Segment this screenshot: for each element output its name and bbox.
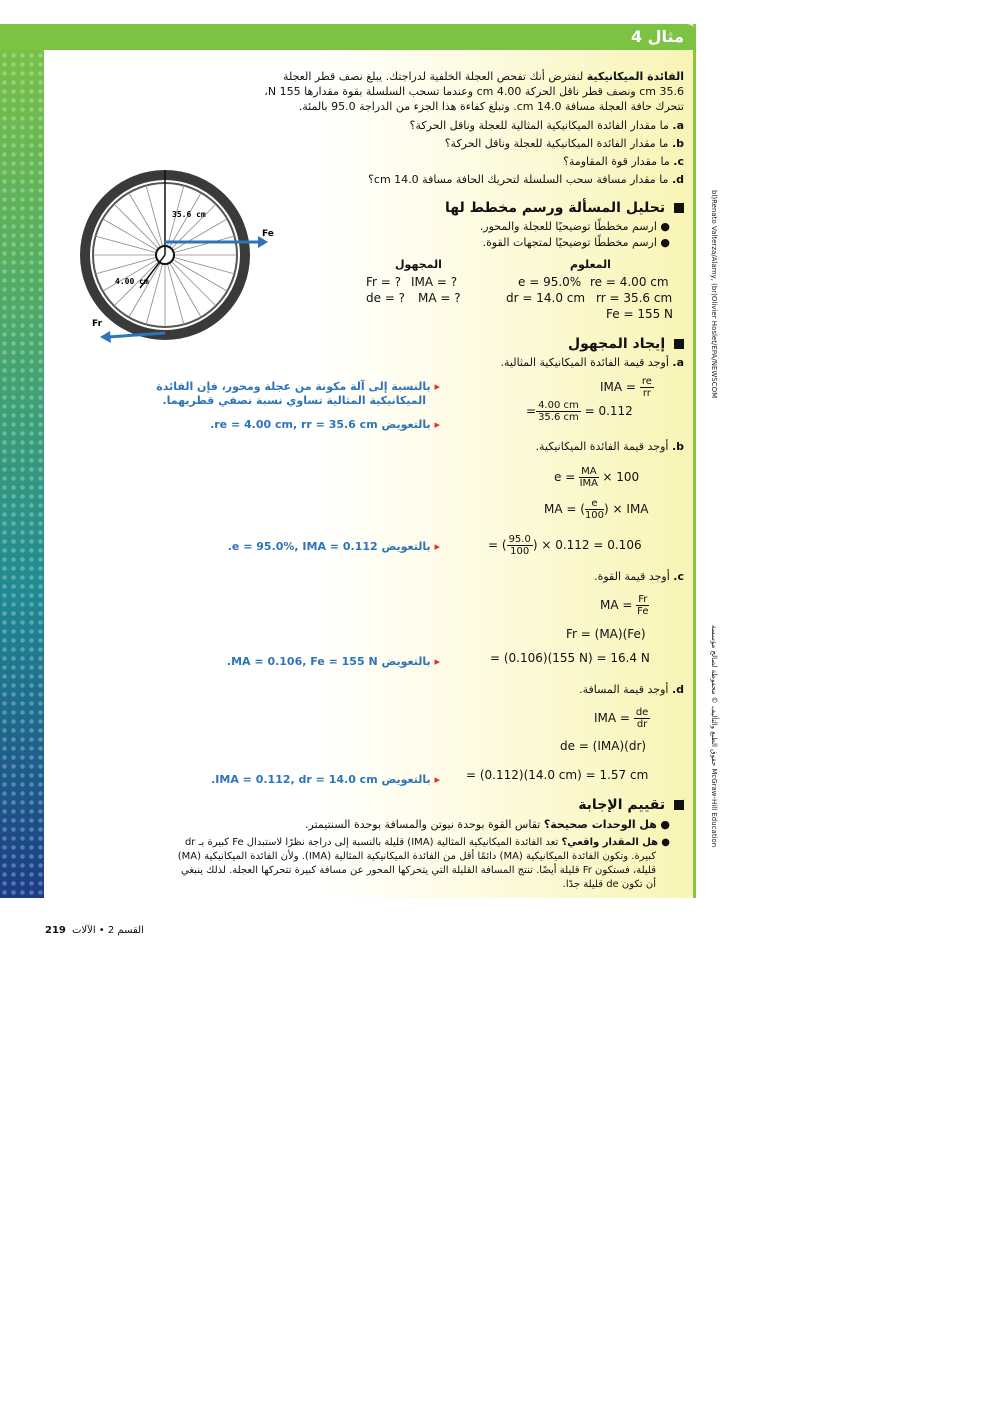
step-b: b. أوجد قيمة الفائدة الميكانيكية. [535, 440, 684, 453]
question-a [410, 119, 684, 133]
eq-label: IMA = [600, 380, 636, 394]
eq-a-2: = $\frac{4.00 cm}{35.6 cm}$ = 0.112 [526, 400, 633, 423]
eq-b-3: = ( $\frac{95.0}{100}$ ) × 0.112 = 0.106 [488, 534, 642, 557]
eq-a-1 [600, 376, 654, 399]
step-a: a. أوجد قيمة الفائدة الميكانيكية المثالية. [500, 356, 684, 369]
photo-credit: bl)Renato Valterza/Alamy, (br)Olivier Hoslet/EPA/NEWSCOM [710, 190, 718, 399]
fraction-de-dr: $\frac{de}{dr}$ [635, 707, 649, 730]
unknown-header: المجهول [395, 258, 442, 271]
eval-bullet-1: ● هل الوحدات صحيحة؟ تقاس القوة بوحدة نيوتن والمسافة بوحدة السنتيمتر. [305, 818, 670, 831]
eval-bullet-2: ● هل المقدار واقعي؟ تعد الفائدة الميكانيكية المثالية (IMA) قليلة بالنسبة إلى دراجة نظرًا لاستبدال Fe كبيرة بـ dr [184, 837, 670, 848]
section-1-heading [445, 200, 684, 216]
label-fr: Fr [92, 319, 103, 329]
fr-arrowhead [100, 331, 111, 343]
numerator: 4.00 cm [538, 400, 579, 411]
example-title: مثال 4 [630, 27, 684, 46]
problem-line-3: تتحرك حافة العجلة مسافة 14.0 cm. وتبلغ كفاءة هذا الجزء من الدراجة 95.0 بالمئة. [298, 100, 684, 113]
known-e: e = 95.0% [518, 275, 582, 289]
section-3-heading [578, 797, 684, 813]
question-letter: c. [673, 155, 684, 168]
eq-c-3: = (0.106)(155 N) = 16.4 N [490, 651, 650, 665]
eq-d-1 [594, 707, 650, 730]
question-b [445, 137, 684, 151]
label-radius-small: 4.00 cm [115, 277, 149, 286]
eq-label: IMA = [594, 711, 630, 725]
section-3-title: تقييم الإجابة [578, 797, 666, 813]
bullet-text: تقاس القوة بوحدة نيوتن والمسافة بوحدة السنتيمتر. [305, 818, 541, 831]
eq-b-2: MA = ( $\frac{e}{100}$ ) × IMA [544, 498, 649, 521]
unknown-de: de = ? [366, 291, 406, 305]
sub-c: ▸ بالتعويض MA = 0.106, Fe = 155 N. [226, 655, 440, 668]
fraction-ma-ima: $\frac{MA}{\text{IMA}}$ [579, 466, 599, 489]
result: = 0.112 [584, 404, 633, 418]
sub-text: بالتعويض MA = 0.106, Fe = 155 N. [226, 655, 431, 668]
question-text: ما مقدار قوة المقاومة؟ [563, 155, 670, 168]
question-d [368, 173, 684, 187]
decorative-side-bar [0, 24, 44, 898]
copyright-credit: حقوق الطبع والتأليف © محفوظة لصالح مؤسسة McGraw-Hill Education [710, 625, 718, 848]
label-fe: Fe [262, 229, 274, 239]
sub-text: بالتعويض e = 95.0%, IMA = 0.112. [227, 540, 431, 553]
wheel-diagram [80, 160, 280, 345]
fraction-values [536, 400, 581, 423]
problem-lead: الفائدة الميكانيكية [586, 70, 684, 83]
footer-section: القسم 2 • الآلات [72, 925, 144, 936]
unknown-ima: IMA = ? [411, 275, 458, 289]
step-c: c. أوجد قيمة القوة. [594, 570, 684, 583]
known-fe: Fe = 155 N [606, 307, 674, 321]
eval-bullet-2-line-4: أن تكون de قليلة جدًا. [562, 879, 656, 890]
note-a-2: الميكانيكية المثالية تساوي نسبة نصفي قطريهما. [162, 394, 426, 407]
denominator: 35.6 cm [538, 412, 579, 423]
eq-tail: × 100 [602, 470, 640, 484]
known-header: المعلوم [570, 258, 611, 271]
bullet-text: ارسم مخططًا توضيحيًا للعجلة والمحور. [479, 220, 657, 233]
section-1-marker: 1 [674, 203, 684, 213]
label-radius-large: 35.6 cm [172, 210, 206, 219]
section-2-heading [568, 336, 684, 352]
sub-text: بالتعويض IMA = 0.112, dr = 14.0 cm. [211, 773, 431, 786]
problem-line-1 [283, 70, 684, 84]
panel-border [693, 24, 696, 898]
sub-d: ▸ بالتعويض IMA = 0.112, dr = 14.0 cm. [211, 773, 440, 786]
section-2-marker: 2 [674, 339, 684, 349]
sub-a: ▸ بالتعويض re = 4.00 cm, rr = 35.6 cm. [210, 418, 440, 431]
eq-c-1 [600, 594, 649, 617]
unknown-ma: MA = ? [418, 291, 461, 305]
eq-label: MA = [544, 502, 577, 516]
question-letter: a. [672, 119, 684, 132]
page-number: 219 [45, 925, 66, 936]
note-a-1: ▸ بالنسبة إلى آلة مكونة من عجلة ومحور، فإن الفائدة [156, 380, 440, 393]
step-d: d. أوجد قيمة المسافة. [579, 683, 684, 696]
known-re: re = 4.00 cm [590, 275, 669, 289]
note-text: بالنسبة إلى آلة مكونة من عجلة ومحور، فإن الفائدة [156, 380, 431, 393]
known-rr: rr = 35.6 cm [596, 291, 673, 305]
fraction-e-100: $\frac{e}{100}$ [584, 498, 605, 521]
step-d-text: أوجد قيمة المسافة. [579, 683, 669, 696]
section-1-title: تحليل المسألة ورسم مخطط لها [445, 200, 666, 216]
eq-b-1 [554, 466, 639, 489]
fraction-fr-fe: $\frac{Fr}{Fe}$ [637, 594, 649, 617]
eq-tail: × IMA [612, 502, 649, 516]
step-a-text: أوجد قيمة الفائدة الميكانيكية المثالية. [500, 356, 669, 369]
bullet-text: ارسم مخططًا توضيحيًا لمتجهات القوة. [482, 236, 657, 249]
bullet-lead: هل المقدار واقعي؟ [561, 837, 659, 848]
eq-d-3: = (0.112)(14.0 cm) = 1.57 cm [466, 768, 649, 782]
bullet-lead: هل الوحدات صحيحة؟ [543, 818, 657, 831]
unknown-fr: Fr = ? [366, 275, 402, 289]
question-text: ما مقدار الفائدة الميكانيكية للعجلة وناقل الحركة؟ [444, 137, 669, 150]
section-3-marker: 3 [674, 800, 684, 810]
section-1-bullet-1: ● ارسم مخططًا توضيحيًا للعجلة والمحور. [479, 220, 670, 233]
fraction-95-100: $\frac{95.0}{100}$ [508, 534, 531, 557]
bullet-text: تعد الفائدة الميكانيكية المثالية (IMA) قليلة بالنسبة إلى دراجة نظرًا لاستبدال Fe كبيرة بـ dr [184, 837, 559, 848]
known-dr: dr = 14.0 cm [506, 291, 586, 305]
problem-text-1: لنفترض أنك تفحص العجلة الخلفية لدراجتك. يبلغ نصف قطر العجلة [283, 70, 584, 83]
section-2-title: إيجاد المجهول [567, 336, 666, 352]
eq-label: MA = [600, 598, 633, 612]
eval-bullet-2-line-3: قليلة، فستكون Fr قليلة أيضًا. تنتج المسافة القليلة التي يتحركها المحور عن مسافة كبيرة تتحركها العجلة. لذلك ينبغي [181, 865, 656, 876]
sub-b: ▸ بالتعويض e = 95.0%, IMA = 0.112. [227, 540, 440, 553]
step-b-text: أوجد قيمة الفائدة الميكانيكية. [535, 440, 669, 453]
section-1-bullet-2: ● ارسم مخططًا توضيحيًا لمتجهات القوة. [482, 236, 670, 249]
sub-text: بالتعويض re = 4.00 cm, rr = 35.6 cm. [210, 418, 431, 431]
step-c-text: أوجد قيمة القوة. [594, 570, 670, 583]
question-text: ما مقدار الفائدة الميكانيكية المثالية للعجلة وناقل الحركة؟ [409, 119, 669, 132]
eq-c-2: Fr = (MA)(Fe) [566, 627, 646, 641]
eq-result: × 0.112 = 0.106 [541, 538, 642, 552]
fraction-re-rr: $\frac{re}{rr}$ [641, 376, 652, 399]
question-letter: b. [671, 137, 684, 150]
eval-bullet-2-line-2: كبيرة. وتكون الفائدة الميكانيكية (MA) دائمًا أقل من الفائدة الميكانيكية المثالية (IMA). ولأن الفائدة الميكانيكية (MA) [177, 851, 656, 862]
problem-line-2: 35.6 cm ونصف قطر ناقل الحركة 4.00 cm وعندما تسحب السلسلة بقوة مقدارها 155 N، [264, 85, 684, 98]
title-bar [0, 24, 696, 50]
question-text: ما مقدار مسافة سحب السلسلة لتحريك الحافة مسافة 14.0 cm؟ [368, 173, 669, 186]
eq-label: e = [554, 470, 576, 484]
question-c [563, 155, 684, 169]
eq-d-2: de = (IMA)(dr) [560, 739, 647, 753]
question-letter: d. [671, 173, 684, 186]
